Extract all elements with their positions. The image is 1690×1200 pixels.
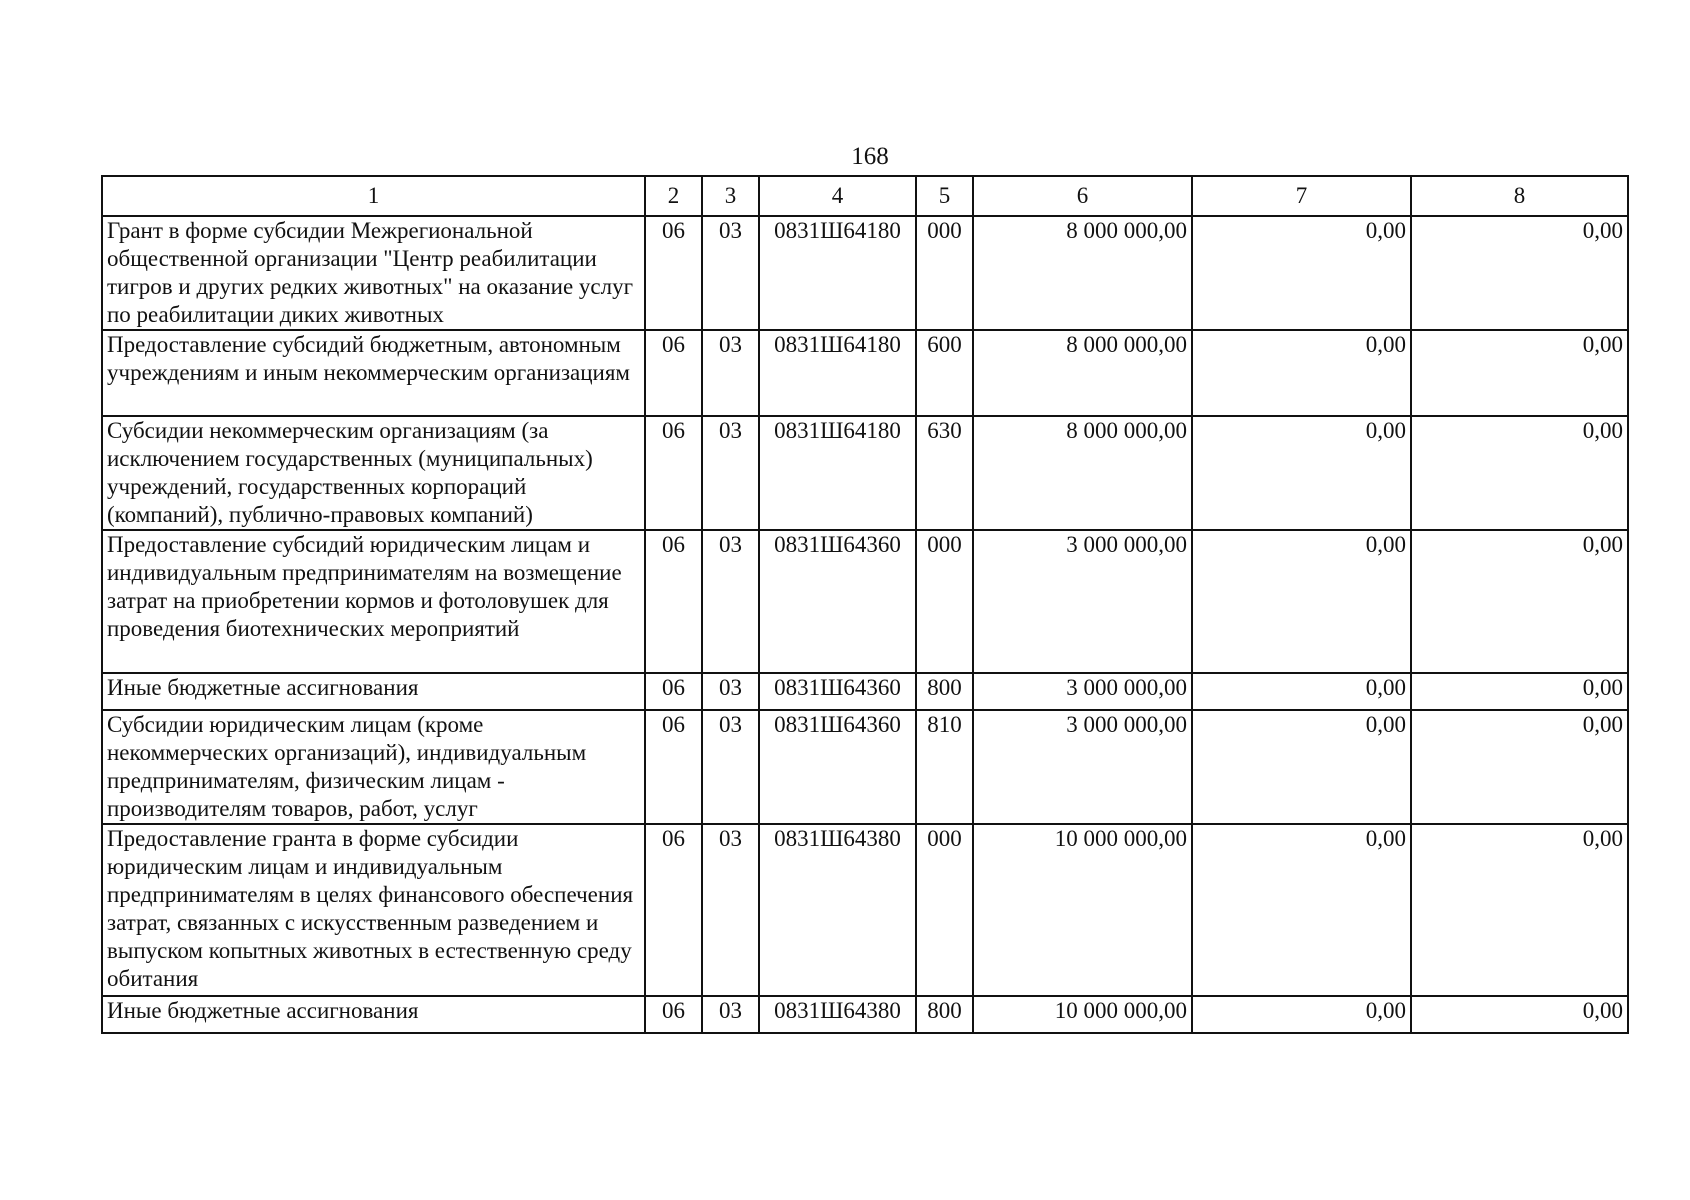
column-header: 3 xyxy=(702,176,759,216)
expense-type-code: 000 xyxy=(916,216,973,330)
expense-type-code: 630 xyxy=(916,416,973,530)
target-article-code: 0831Ш64180 xyxy=(759,416,916,530)
amount-col8: 0,00 xyxy=(1411,216,1628,330)
column-header: 1 xyxy=(102,176,645,216)
column-header: 8 xyxy=(1411,176,1628,216)
section-code: 06 xyxy=(645,216,702,330)
subsection-code: 03 xyxy=(702,330,759,416)
table-row xyxy=(102,530,1628,673)
column-header: 4 xyxy=(759,176,916,216)
amount-col7: 0,00 xyxy=(1192,330,1411,416)
amount-col6: 8 000 000,00 xyxy=(973,330,1192,416)
row-description: Субсидии некоммерческим организациям (за исключением государственных (муниципальных) учреждений, государственных корпораций (компаний), публично-правовых компаний) xyxy=(102,416,645,530)
amount-col8: 0,00 xyxy=(1411,673,1628,710)
expense-type-code: 600 xyxy=(916,330,973,416)
column-header: 7 xyxy=(1192,176,1411,216)
row-description: Иные бюджетные ассигнования xyxy=(102,996,645,1033)
column-header: 6 xyxy=(973,176,1192,216)
row-description: Предоставление субсидий юридическим лицам и индивидуальным предпринимателям на возмещение затрат на приобретении кормов и фотоловушек для проведения биотехнических мероприятий xyxy=(102,530,645,673)
subsection-code: 03 xyxy=(702,216,759,330)
amount-col8: 0,00 xyxy=(1411,710,1628,824)
table-row xyxy=(102,824,1628,996)
row-description: Субсидии юридическим лицам (кроме некоммерческих организаций), индивидуальным предпринимателям, физическим лицам - производителям товаров, работ, услуг xyxy=(102,710,645,824)
subsection-code: 03 xyxy=(702,710,759,824)
section-code: 06 xyxy=(645,824,702,996)
expense-type-code: 800 xyxy=(916,996,973,1033)
amount-col6: 10 000 000,00 xyxy=(973,996,1192,1033)
target-article-code: 0831Ш64360 xyxy=(759,673,916,710)
amount-col7: 0,00 xyxy=(1192,216,1411,330)
expense-type-code: 000 xyxy=(916,824,973,996)
target-article-code: 0831Ш64360 xyxy=(759,530,916,673)
amount-col7: 0,00 xyxy=(1192,416,1411,530)
expense-type-code: 810 xyxy=(916,710,973,824)
amount-col6: 3 000 000,00 xyxy=(973,530,1192,673)
target-article-code: 0831Ш64180 xyxy=(759,330,916,416)
table-row xyxy=(102,996,1628,1033)
table-row xyxy=(102,216,1628,330)
row-description: Предоставление гранта в форме субсидии юридическим лицам и индивидуальным предпринимателям в целях финансового обеспечения затрат, связанных с искусственным разведением и выпуском копытных животных в естественную среду обитания xyxy=(102,824,645,996)
column-header: 2 xyxy=(645,176,702,216)
header-row xyxy=(102,176,1628,216)
page-number: 168 xyxy=(851,143,889,170)
column-header: 5 xyxy=(916,176,973,216)
subsection-code: 03 xyxy=(702,673,759,710)
amount-col8: 0,00 xyxy=(1411,330,1628,416)
target-article-code: 0831Ш64180 xyxy=(759,216,916,330)
amount-col8: 0,00 xyxy=(1411,996,1628,1033)
section-code: 06 xyxy=(645,416,702,530)
amount-col8: 0,00 xyxy=(1411,530,1628,673)
subsection-code: 03 xyxy=(702,416,759,530)
amount-col6: 3 000 000,00 xyxy=(973,673,1192,710)
amount-col7: 0,00 xyxy=(1192,824,1411,996)
target-article-code: 0831Ш64360 xyxy=(759,710,916,824)
row-description: Предоставление субсидий бюджетным, автономным учреждениям и иным некоммерческим организациям xyxy=(102,330,645,416)
subsection-code: 03 xyxy=(702,824,759,996)
amount-col7: 0,00 xyxy=(1192,996,1411,1033)
amount-col6: 8 000 000,00 xyxy=(973,416,1192,530)
section-code: 06 xyxy=(645,530,702,673)
table-row xyxy=(102,416,1628,530)
amount-col6: 3 000 000,00 xyxy=(973,710,1192,824)
section-code: 06 xyxy=(645,330,702,416)
section-code: 06 xyxy=(645,710,702,824)
section-code: 06 xyxy=(645,673,702,710)
row-description: Грант в форме субсидии Межрегиональной общественной организации "Центр реабилитации тигров и других редких животных" на оказание услуг по реабилитации диких животных xyxy=(102,216,645,330)
section-code: 06 xyxy=(645,996,702,1033)
expense-type-code: 800 xyxy=(916,673,973,710)
amount-col7: 0,00 xyxy=(1192,710,1411,824)
target-article-code: 0831Ш64380 xyxy=(759,824,916,996)
table-row xyxy=(102,330,1628,416)
amount-col6: 8 000 000,00 xyxy=(973,216,1192,330)
amount-col7: 0,00 xyxy=(1192,530,1411,673)
amount-col7: 0,00 xyxy=(1192,673,1411,710)
expense-type-code: 000 xyxy=(916,530,973,673)
budget-table xyxy=(101,175,1629,1034)
subsection-code: 03 xyxy=(702,530,759,673)
amount-col6: 10 000 000,00 xyxy=(973,824,1192,996)
amount-col8: 0,00 xyxy=(1411,824,1628,996)
target-article-code: 0831Ш64380 xyxy=(759,996,916,1033)
subsection-code: 03 xyxy=(702,996,759,1033)
amount-col8: 0,00 xyxy=(1411,416,1628,530)
row-description: Иные бюджетные ассигнования xyxy=(102,673,645,710)
table-row xyxy=(102,710,1628,824)
table-row xyxy=(102,673,1628,710)
